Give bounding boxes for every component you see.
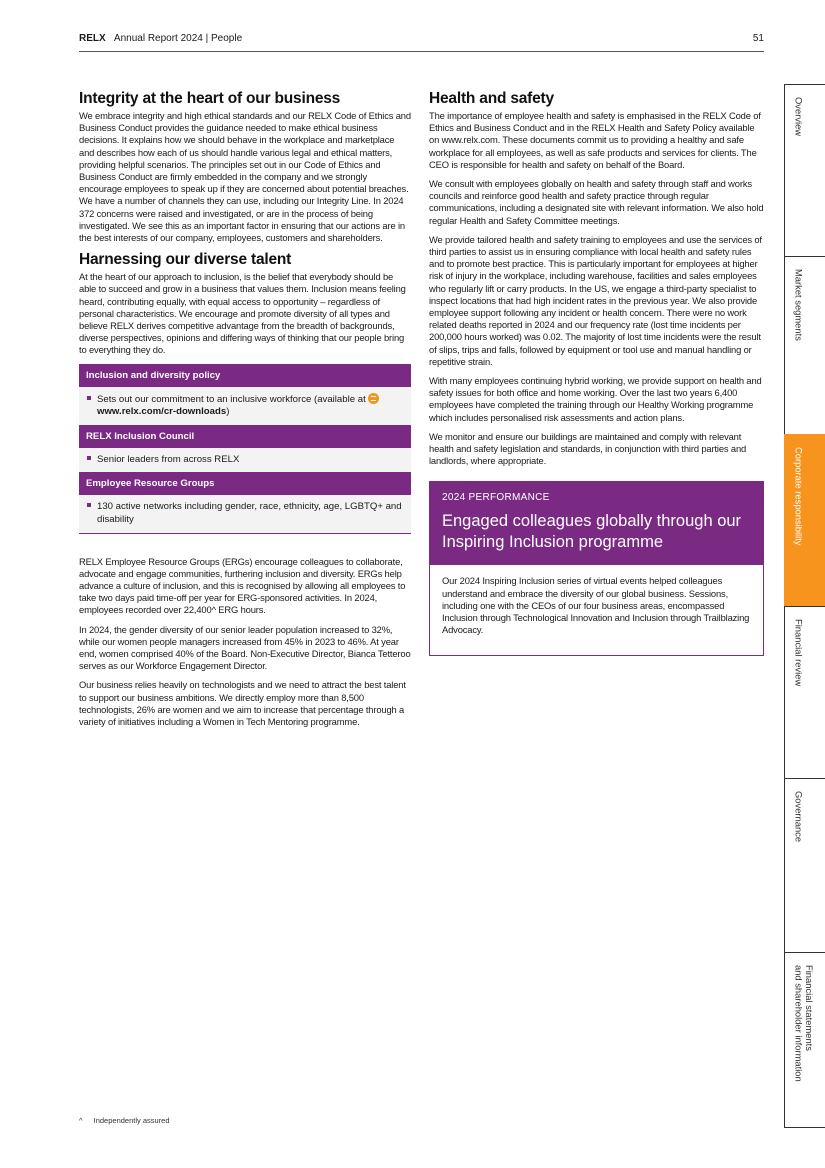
policy-section-body [79,495,411,532]
list-item: Sets out our commitment to an inclusive workforce (available at www.relx.com/cr-downloads) [87,393,403,419]
talent-heading: Harnessing our diverse talent [79,251,292,269]
brand-name: RELX [79,33,106,44]
performance-kicker: 2024 PERFORMANCE [442,492,550,504]
bullet-icon [87,456,91,460]
policy-section-body [79,448,411,473]
tab-market-segments[interactable]: Market segments [784,256,825,434]
talent-paragraph: At the heart of our approach to inclusion, is the belief that everybody should be able to succeed and grow in a business that values them. Inclusion means feeling heard, contributing equally, with equal access to opportunity – regardless of personal characteristics. We encourage and promote diversity of all types and believe RELX derives competitive advantage from the breadth of backgrounds, diverse perspectives, opinions and differing ways of thinking that our people bring to everything they do. [79,271,406,356]
policy-section-body [79,387,411,425]
policy-section-title: RELX Inclusion Council [79,425,411,448]
technologists-paragraph: Our business relies heavily on technologists and we need to attract the best talent to support our business ambitions. We directly employ more than 8,500 technologists, 26% are women and we aim to increase that percentage through a variety of initiatives including a Women in Tech Mentoring programme. [79,679,406,728]
policy-section-title: Inclusion and diversity policy [79,364,411,387]
health-paragraph: We provide tailored health and safety training to employees and use the services of third parties to assist us in ensuring compliance with local health and safety rules and to promote best practice. This is particularly important for employees at higher risk of injury in the workplace, including warehouse, facilities and sales employees who regularly lift or carry products. In the US, we engage a third-party specialist to inspect locations that had high incident rates in the previous year. We also provide employee support following any incident or health concern. There were no work related deaths reported in 2024 and our frequency rate (lost time incidents per 200,000 hours worked) was 0.02. The majority of lost time incidents were the result of slips, trips and falls, followed by equipment or tool use and manual handling or repetitive strain. [429,233,762,367]
health-heading: Health and safety [429,90,554,107]
policy-section-title: Employee Resource Groups [79,472,411,495]
tab-financial-statements[interactable]: Financial statements and shareholder information [784,952,825,1128]
health-paragraph: We monitor and ensure our buildings are maintained and comply with relevant health and safety legislation and standards, in conjunction with third parties and landlords, where appropriate. [429,430,747,467]
list-item: Senior leaders from across RELX [87,454,403,467]
cr-downloads-link[interactable]: www.relx.com/cr-downloads [97,406,227,418]
policy-box [79,364,411,534]
performance-paragraph: Our 2024 Inspiring Inclusion series of virtual events helped colleagues understand and embrace the diversity of our global business. Sessions, including one with the CEOs of our four business areas, encompassed Inclusion through Technological Innovation and Inclusion through Trailblazing Advocacy. [442,575,750,636]
left-column [79,90,411,735]
header-subtitle: Annual Report 2024 | People [113,33,243,44]
section-nav [784,84,825,1128]
integrity-heading: Integrity at the heart of our business [79,90,341,107]
footnote [79,1116,170,1125]
page-number: 51 [752,33,764,44]
header-title [79,33,242,44]
right-column [429,90,764,656]
tab-corporate-responsibility[interactable]: Corporate responsibility [784,434,825,606]
performance-body [430,565,763,654]
integrity-paragraph: We embrace integrity and high ethical standards and our RELX Code of Ethics and Business Conduct provides the guidance needed to make ethical business decisions. It explains how we should behave in the workplace and marketplace and describes how each of us should handle various legal and ethical matters, providing helpful scenarios. The principles set out in our Code of Ethics and Business Conduct are firmly embedded in the company and we strongly encourage employees to speak up if they are concerned about potential breaches. We have a number of channels they can use, including our Integrity Line. In 2024 372 concerns were raised and investigated, or are in the process of being investigated. We see this as an important factor in ensuring that our actions are in the best interests of our company, employees, customers and shareholders. [79,110,411,244]
health-paragraph: With many employees continuing hybrid working, we provide support on health and safety issues for both office and home working. Over the last two years 6,400 employees have completed the training through our Healthy Working programme which includes personalised risk assessments and action plans. [429,375,762,423]
footnote-mark: ^ [79,1116,83,1125]
erg-paragraph: RELX Employee Resource Groups (ERGs) encourage colleagues to collaborate, advocate and engage communities, furthering inclusion and diversity. ERGs help advance a culture of inclusion, and this is recognised by allowing all employees to take two days paid time-off per year for ERG-sponsored activities. In 2024, employees recorded over 22,400^ ERG hours. [79,555,406,616]
tab-overview[interactable]: Overview [784,84,825,256]
page-header [79,31,764,52]
health-paragraph: We consult with employees globally on health and safety through staff and works councils and reinforce good health and safety practice through regular communications, including a designated site with relevant information. We also hold regular Health and Safety Committee meetings. [429,178,764,226]
bullet-icon [87,503,91,507]
footnote-text: Independently assured [93,1116,170,1125]
list-item: 130 active networks including gender, race, ethnicity, age, LGBTQ+ and disability [87,501,403,526]
link-icon [368,393,379,404]
gender-diversity-paragraph: In 2024, the gender diversity of our senior leader population increased to 32%, while our women people managers increased from 45% in 2023 to 46%. At year end, women comprised 40% of the Board. Non-Executive Director, Bianca Tetteroo serves as our Workforce Engagement Director. [79,623,411,672]
performance-header [430,482,763,565]
health-paragraph: The importance of employee health and safety is emphasised in the RELX Code of Ethics and Business Conduct and in the RELX Health and Safety Policy available on www.relx.com. These documents commit us to providing a healthy and safe workplace for all employees, as well as safe products and services for clients. The CEO is responsible for health and safety on behalf of the Board. [429,110,761,170]
tab-financial-review[interactable]: Financial review [784,606,825,778]
performance-box [429,481,764,655]
bullet-icon [87,396,91,400]
performance-title: Engaged colleagues globally through our Inspiring Inclusion programme [442,512,742,552]
tab-governance[interactable]: Governance [784,778,825,952]
